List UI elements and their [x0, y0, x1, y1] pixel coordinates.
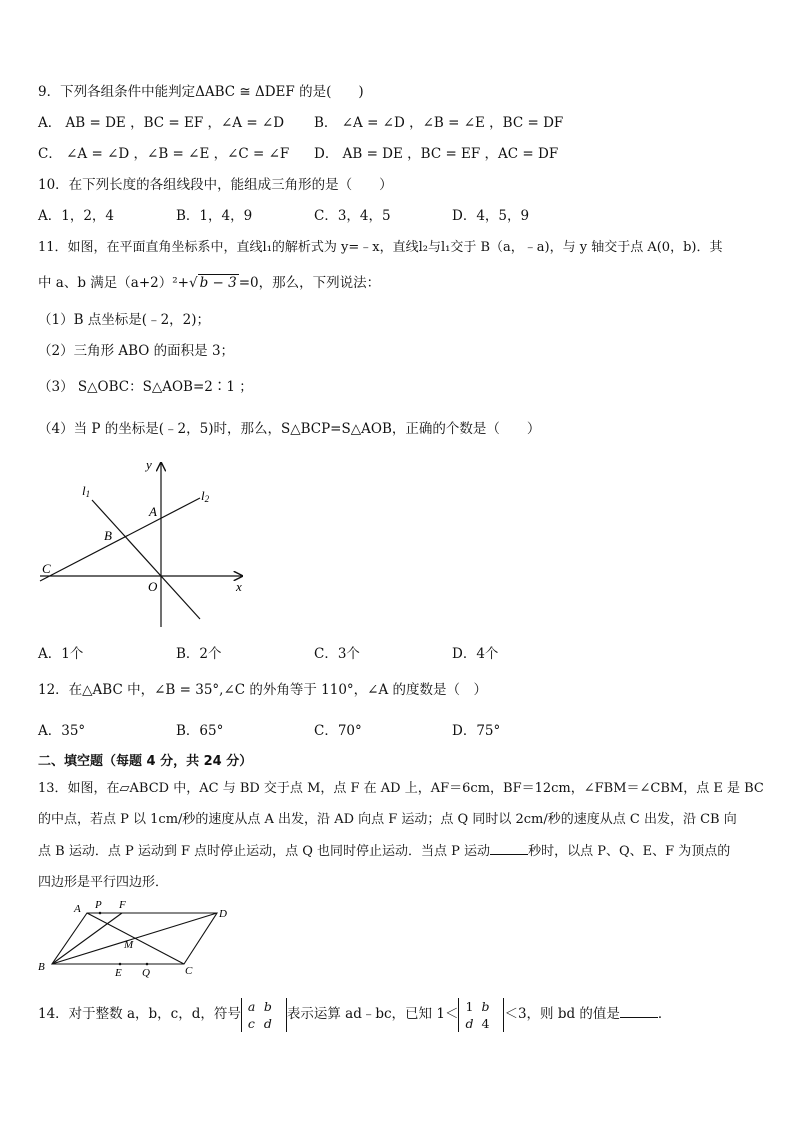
det-c: c	[247, 1015, 255, 1031]
q12-stem: 12．在△ABC 中，∠B = 35°,∠C 的外角等于 110°，∠A 的度数是（ ）	[38, 682, 488, 698]
q9-option-d: D． AB = DE ，BC = EF ，AC = DF	[314, 146, 559, 162]
q11-stem-line1: 11．如图，在平面直角坐标系中，直线l₁的解析式为 y=﹣x，直线l₂与l₁交于 B（a，﹣a)，与 y 轴交于点 A(0，b)．其	[38, 240, 723, 255]
label-y: y	[146, 457, 152, 472]
det2-1: 1	[465, 998, 474, 1014]
q11-option-a: A．1个	[38, 646, 84, 662]
q13-line3-pre: 点 B 运动．点 P 运动到 F 点时停止运动，点 Q 也同时停止运动．当点 P 运动	[38, 844, 491, 859]
q10-option-b: B．1，4，9	[176, 208, 253, 224]
q10-option-c: C．3，4，5	[314, 208, 391, 224]
q11-sqrt-radicand: b − 3	[199, 275, 237, 291]
q10-option-a: A．1，2，4	[38, 208, 115, 224]
q13-line-2: 的中点，若点 P 以 1cm/秒的速度从点 A 出发，沿 AD 向点 F 运动；点 Q 同时以 2cm/秒的速度从点 C 出发，沿 CB 向	[38, 812, 737, 827]
segment-bf	[52, 913, 122, 964]
q14-pre: 14．对于整数 a，b，c，d，符号	[38, 1006, 241, 1022]
sqrt-sign: √	[188, 275, 198, 291]
q13-line-4: 四边形是平行四边形．	[38, 875, 169, 890]
det-b: b	[263, 998, 272, 1014]
label-b: B	[104, 528, 112, 543]
label-x: x	[236, 579, 242, 594]
label-l2: l2	[201, 488, 210, 504]
det-d: d	[263, 1015, 272, 1031]
q14-line	[38, 996, 671, 1032]
diagonal-bd	[52, 913, 217, 964]
q10-option-d: D．4，5，9	[452, 208, 530, 224]
q9-option-b: B． ∠A = ∠D ，∠B = ∠E ，BC = DF	[314, 115, 564, 131]
q12-option-c: C．70°	[314, 723, 362, 739]
det2-4: 4	[481, 1015, 490, 1031]
label-q: Q	[142, 967, 150, 978]
q11-item-2: （2）三角形 ABO 的面积是 3；	[38, 343, 235, 359]
q14-determinant-given	[458, 998, 504, 1032]
q13-answer-blank[interactable]	[490, 842, 528, 855]
q9-stem: 9．下列各组条件中能判定ΔABC ≅ ΔDEF 的是( )	[38, 84, 364, 100]
point-e	[119, 963, 122, 966]
q13-line-1: 13．如图，在▱ABCD 中，AC 与 BD 交于点 M，点 F 在 AD 上，AF＝6cm，BF＝12cm，∠FBM＝∠CBM，点 E 是 BC	[38, 781, 764, 796]
q11-item-1: （1）B 点坐标是(﹣2，2)；	[38, 312, 211, 328]
label-c: C	[185, 965, 193, 977]
q11-coordinate-figure	[30, 455, 260, 630]
line-l1	[92, 500, 200, 619]
label-l1: l1	[82, 483, 91, 499]
q12-option-d: D．75°	[452, 723, 501, 739]
q13-parallelogram-figure	[34, 896, 244, 978]
q9-option-c: C． ∠A = ∠D ，∠B = ∠E ，∠C = ∠F	[38, 146, 290, 162]
point-q	[146, 963, 149, 966]
det2-b: b	[481, 998, 490, 1014]
label-o: O	[148, 579, 158, 594]
label-a: A	[74, 903, 81, 915]
q13-line-3	[38, 842, 730, 862]
q14-determinant-symbol	[241, 998, 287, 1032]
point-p	[99, 912, 102, 915]
q11-stem-pre: 中 a、b 满足（a+2）²+	[38, 275, 189, 291]
q14-mid: 表示运算 ad﹣bc，已知 1＜	[286, 1006, 459, 1022]
label-p: P	[95, 899, 102, 911]
q11-item-4: （4）当 P 的坐标是(﹣2，5)时，那么，S△BCP=S△AOB，正确的个数是（ ）	[38, 421, 541, 437]
q11-stem-post: =0，那么，下列说法：	[238, 275, 381, 291]
q14-post: ＜3，则 bd 的值是	[504, 1006, 620, 1022]
q14-answer-blank[interactable]	[620, 1005, 658, 1018]
section-heading-fill-in: 二、填空题（每题 4 分，共 24 分）	[38, 754, 253, 769]
label-f: F	[119, 899, 126, 911]
q12-option-b: B．65°	[176, 723, 224, 739]
label-a: A	[149, 504, 157, 519]
q12-option-a: A．35°	[38, 723, 86, 739]
q14-end: ．	[657, 1006, 672, 1022]
q10-stem: 10．在下列长度的各组线段中，能组成三角形的是（ ）	[38, 177, 393, 193]
label-d: D	[219, 908, 227, 920]
q11-option-b: B．2个	[176, 646, 222, 662]
label-c: C	[42, 561, 51, 576]
label-m: M	[124, 939, 134, 951]
det-a: a	[247, 998, 256, 1014]
q9-option-a: A． AB = DE ，BC = EF ，∠A = ∠D	[38, 115, 285, 131]
q11-option-c: C．3个	[314, 646, 360, 662]
q11-stem-line2	[38, 273, 380, 293]
label-b: B	[38, 961, 45, 973]
q11-item-3: （3） S△OBC：S△AOB=2∶1 ；	[38, 379, 253, 395]
q13-line3-post: 秒时，以点 P、Q、E、F 为顶点的	[528, 844, 731, 859]
line-l2	[40, 498, 200, 581]
det2-d: d	[465, 1015, 474, 1031]
q11-option-d: D．4个	[452, 646, 499, 662]
label-e: E	[115, 967, 122, 978]
